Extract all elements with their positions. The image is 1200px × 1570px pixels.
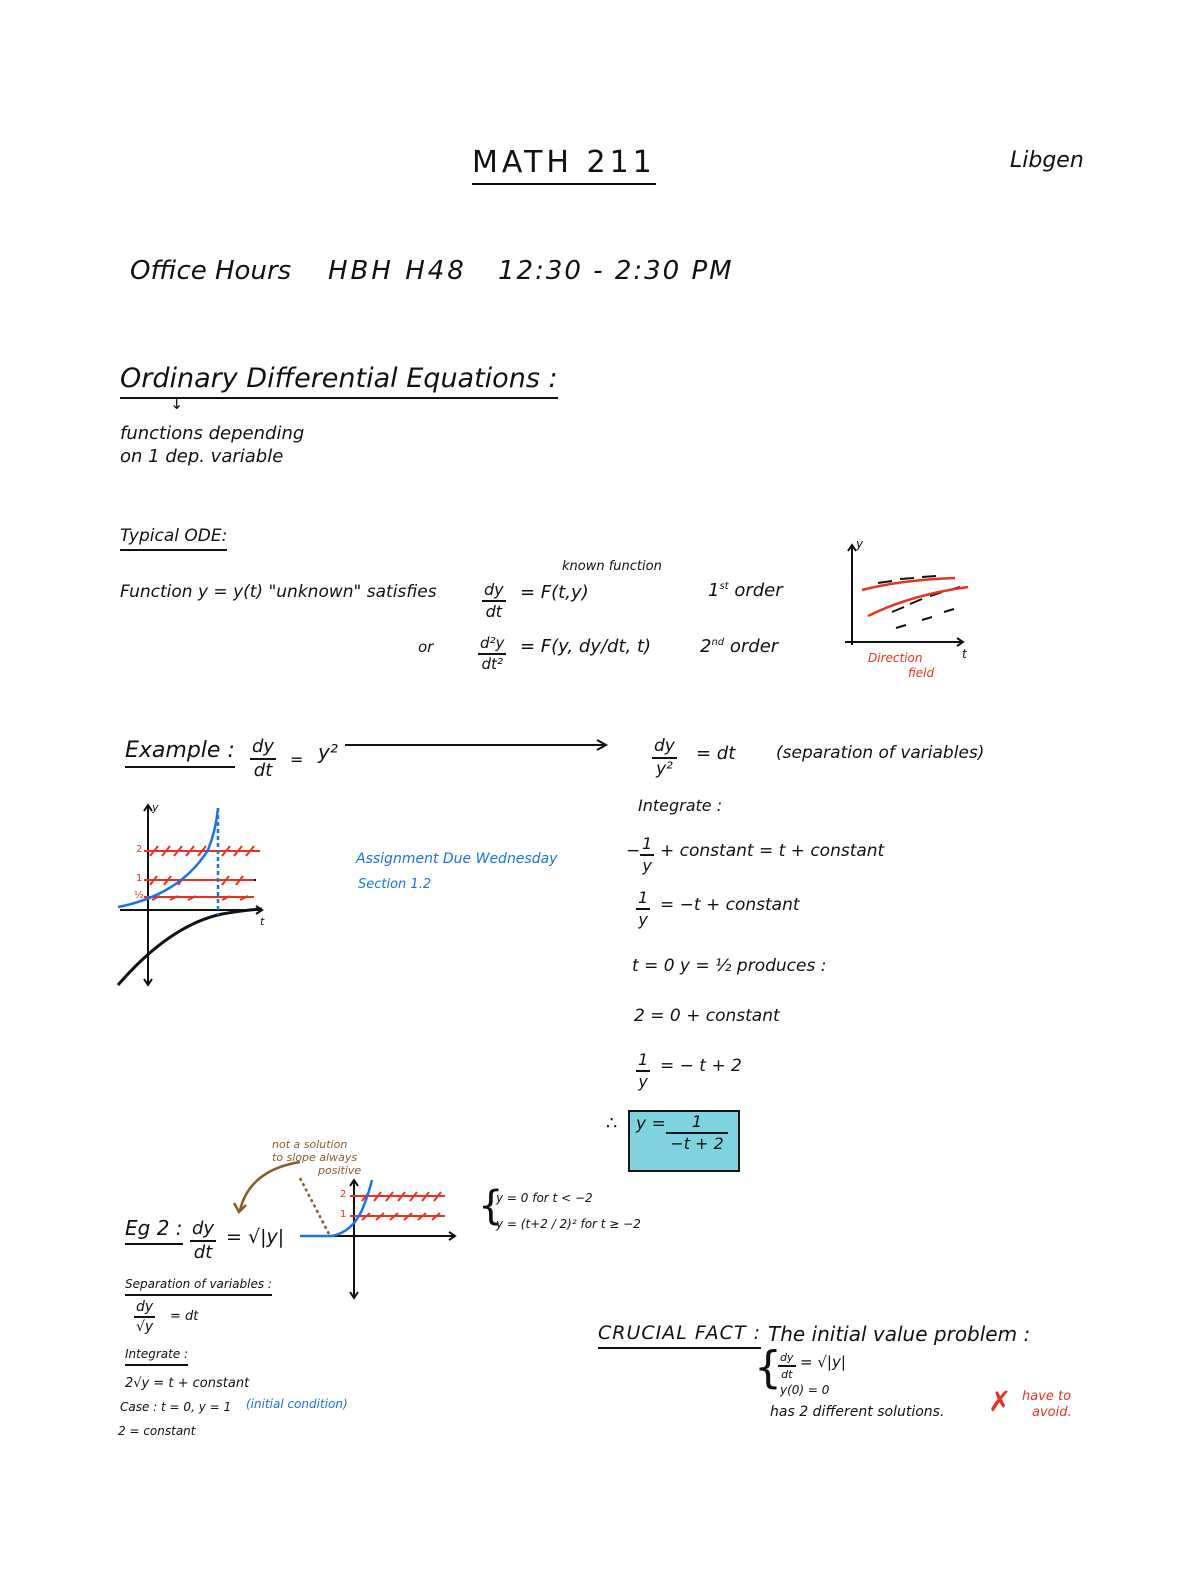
eg2-integrate-text: Integrate : xyxy=(125,1347,188,1366)
office-hours-room: HBH H48 xyxy=(328,256,467,286)
eg2-tick-2: 2 xyxy=(340,1189,347,1200)
typical-or: or xyxy=(418,638,434,656)
ex-tick-2: 2 xyxy=(136,844,143,855)
example-step5-den: y xyxy=(638,1072,648,1091)
example-integrate: Integrate : xyxy=(638,796,723,815)
eq2-num: d²y xyxy=(478,636,506,655)
eg2-integrate xyxy=(125,1348,188,1360)
eg2-annot-3: positive xyxy=(318,1164,362,1177)
eg2-piecewise-brace: { xyxy=(478,1183,504,1229)
example-sep-rhs: = dt xyxy=(696,743,736,764)
office-hours-label: Office Hours xyxy=(130,256,292,286)
crucial-text: The initial value problem : xyxy=(768,1322,1031,1346)
crucial-sys1-den: dt xyxy=(781,1368,793,1381)
eg2-annot-2: to slope always xyxy=(272,1151,358,1164)
eg2-sep-num: dy xyxy=(134,1300,155,1318)
crucial-conclusion: has 2 different solutions. xyxy=(770,1404,945,1420)
ode-note-line1: functions depending xyxy=(120,423,305,444)
typical-function-text: Function y = y(t) "unknown" satisfies xyxy=(120,582,437,602)
example-eq-sign: = xyxy=(290,750,304,769)
crucial-system-brace: { xyxy=(754,1342,782,1393)
course-title-text: MATH 211 xyxy=(472,145,656,185)
example-step2-rest: = −t + constant xyxy=(660,895,800,915)
eg2-const: 2 = constant xyxy=(118,1424,196,1438)
example-step1-den: y xyxy=(642,856,652,875)
assignment-line1: Assignment Due Wednesday xyxy=(356,851,558,867)
assignment-line2: Section 1.2 xyxy=(358,877,432,892)
eg2-piece-1: y = 0 for t < −2 xyxy=(496,1191,593,1205)
eg2-sep-heading-text: Separation of variables : xyxy=(125,1277,272,1296)
example-step2-num: 1 xyxy=(636,890,650,910)
order2-word: order xyxy=(729,636,779,657)
crucial-sys1-rhs: = √|y| xyxy=(800,1353,846,1371)
eg2-tick-1: 1 xyxy=(340,1209,347,1220)
typical-eq2-rhs: = F(y, dy/dt, t) xyxy=(520,636,652,657)
crucial-label-text: CRUCIAL FACT : xyxy=(598,1322,761,1349)
ode-title-text: Ordinary Differential Equations : xyxy=(120,363,558,399)
typical-heading-text: Typical ODE: xyxy=(120,526,227,551)
eg2-annotation-arrows xyxy=(234,1162,330,1236)
eq1-num: dy xyxy=(482,582,506,602)
crucial-label xyxy=(598,1324,761,1343)
example-rhs: y² xyxy=(318,740,338,764)
eg2-annot-1: not a solution xyxy=(272,1138,348,1151)
eg2-sep-rhs: = dt xyxy=(170,1309,199,1324)
ex-tick-1: 1 xyxy=(136,873,143,884)
example-step5-rest: = − t + 2 xyxy=(660,1056,742,1076)
df-y-label: y xyxy=(856,537,864,551)
eg2-rhs: = √|y| xyxy=(226,1226,285,1248)
result-den: −t + 2 xyxy=(670,1134,724,1153)
result-num: 1 xyxy=(666,1114,728,1134)
example-sep-den: y² xyxy=(655,759,673,779)
crucial-warn-2: avoid. xyxy=(1032,1405,1072,1420)
crucial-warn-1: have to xyxy=(1022,1389,1072,1404)
therefore-sign: ∴ xyxy=(606,1113,618,1134)
df-t-label: t xyxy=(962,647,967,661)
eq2-den: dt² xyxy=(481,655,503,673)
example-label-text: Example : xyxy=(125,738,235,768)
example-step5-num: 1 xyxy=(636,1052,650,1072)
eq1-den: dt xyxy=(485,602,503,621)
eg2-int-result: 2√y = t + constant xyxy=(125,1376,250,1391)
order1-word: order xyxy=(734,580,783,601)
eg2-sep-heading xyxy=(125,1278,272,1290)
crucial-x-mark: ✗ xyxy=(988,1385,1012,1418)
author-name: Libgen xyxy=(1010,148,1084,173)
order2-sup: nd xyxy=(711,637,725,648)
example-step3: t = 0 y = ½ produces : xyxy=(632,956,827,976)
example-step4: 2 = 0 + constant xyxy=(634,1006,780,1026)
direction-field-label-2: field xyxy=(908,666,935,680)
example-lhs-den: dt xyxy=(253,760,273,781)
order1-num: 1 xyxy=(708,580,720,601)
direction-field-label-1: Direction xyxy=(868,651,923,665)
ex-graph-t-label: t xyxy=(260,915,265,928)
office-hours-time: 12:30 - 2:30 PM xyxy=(498,256,734,286)
example-sep-num: dy xyxy=(652,738,677,759)
example-step1-num: 1 xyxy=(640,836,654,856)
eg2-case: Case : t = 0, y = 1 xyxy=(120,1400,232,1414)
eg2-label-text: Eg 2 : xyxy=(125,1216,183,1245)
order2-num: 2 xyxy=(700,636,712,657)
example-sep-note: (separation of variables) xyxy=(776,743,985,763)
eg2-case-note: (initial condition) xyxy=(246,1397,348,1411)
known-function-note: known function xyxy=(562,559,662,574)
eg2-piece-2: y = (t+2 / 2)² for t ≥ −2 xyxy=(496,1217,641,1231)
example-step1-rest: + constant = t + constant xyxy=(660,841,885,861)
eg2-lhs-den: dt xyxy=(193,1242,213,1263)
result-lhs: y = xyxy=(636,1114,666,1134)
example-lhs-num: dy xyxy=(250,738,276,760)
example-step1-minus: − xyxy=(626,841,641,861)
eg2-lhs-num: dy xyxy=(190,1220,216,1242)
typical-eq1-rhs: = F(t,y) xyxy=(520,582,589,603)
crucial-sys1-num: dy xyxy=(778,1352,796,1367)
eg2-sep-den: √y xyxy=(135,1319,154,1335)
example-step2-den: y xyxy=(638,910,648,929)
order1-sup: st xyxy=(719,581,729,592)
ex-graph-y-label: y xyxy=(152,801,159,814)
eg2-sep-frac xyxy=(134,1300,155,1334)
crucial-sys2: y(0) = 0 xyxy=(780,1383,830,1397)
crucial-sys1-frac xyxy=(778,1352,796,1380)
ode-arrow-down: ↓ xyxy=(170,394,184,413)
eg2-blue-solution-curve xyxy=(300,1180,372,1236)
ex-tick-half: ½ xyxy=(134,890,144,901)
ode-note-line2: on 1 dep. variable xyxy=(120,446,284,467)
